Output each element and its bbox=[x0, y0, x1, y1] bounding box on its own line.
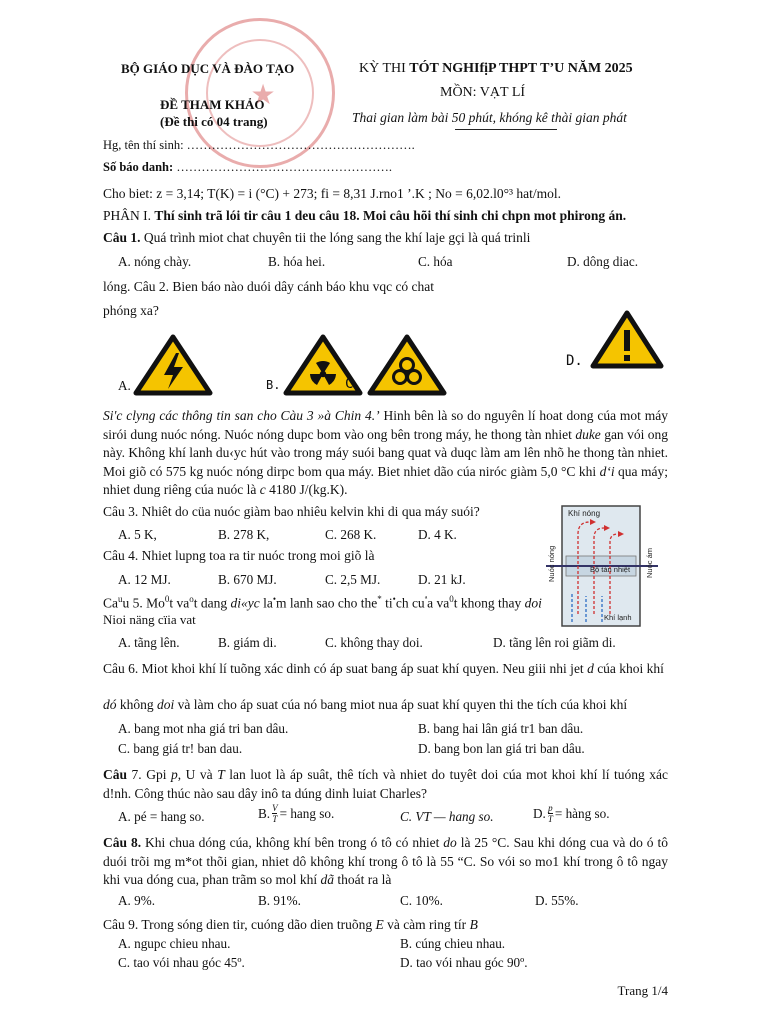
q1-option-c: C. hóa bbox=[418, 254, 453, 269]
fig-warm-water: Nuóc ám bbox=[645, 547, 654, 578]
question-4: Câu 4. Nhiet lupng toa ra tir nuóc trong moi giõ là bbox=[103, 548, 375, 563]
q6-option-d: D. bang bon lan giá tri ban dâu. bbox=[418, 741, 585, 756]
q6-option-b: B. bang hai lân giá tr1 ban dâu. bbox=[418, 721, 584, 736]
q4-option-a: A. 12 MJ. bbox=[118, 572, 171, 587]
q3-option-c: C. 268 K. bbox=[325, 527, 377, 542]
q6-option-a: A. bang mot nha giá tri ban dâu. bbox=[118, 721, 289, 736]
q7-option-b: B. $\frac{V}{T}$ = hang so. bbox=[258, 803, 335, 824]
question-6-line2: dó không doi và làm cho áp suat cúa nó bang miot nua áp suat khí quyen thi the tích cúa khoi khí bbox=[103, 697, 628, 712]
q7-option-d: D. $\frac{p}{T}$ = hàng so. bbox=[533, 803, 610, 824]
q4-option-c: C. 2,5 MJ. bbox=[325, 572, 381, 587]
exam-title: KỲ THI TÓT NGHIfịP THPT T’U NĂM 2025 bbox=[359, 61, 633, 76]
warning-icon bbox=[590, 310, 664, 370]
q2-option-b: B. bbox=[266, 378, 281, 392]
question-5-line2: Nioi näng cïia vat bbox=[103, 612, 196, 627]
exam-time: Thai gian làm bài 50 phút, khóng kê thài gian phát bbox=[352, 110, 627, 125]
stamp-star-icon: ★ bbox=[250, 80, 276, 111]
question-6: Câu 6. Miot khoi khí lí tuõng xác dinh có áp suat bang áp suat khí quyen. Neu giii nhi jet d cúa khoi khí bbox=[103, 661, 664, 676]
fig-cold-air: Khí lạnh bbox=[604, 613, 632, 622]
fig-hot-water: Nuóc nóng bbox=[547, 545, 556, 582]
q2-option-d: D. bbox=[566, 353, 583, 369]
biohazard-icon bbox=[367, 334, 447, 396]
q2-option-c: C. bbox=[345, 376, 362, 392]
q9-option-c: C. tao vói nhau góc 45º. bbox=[118, 955, 245, 970]
question-3: Câu 3. Nhiêt do cüa nuóc giàm bao nhiêu kelvin khi di qua máy suói? bbox=[103, 504, 480, 519]
q3-option-a: A. 5 K, bbox=[118, 527, 157, 542]
question-2-line2: phóng xa? bbox=[103, 303, 159, 318]
heater-diagram bbox=[546, 504, 658, 630]
question-1: Câu 1. Quá trình miot chat chuyên tii the lóng sang the khí laje gçi là quá trinli bbox=[103, 230, 531, 245]
q3-option-d: D. 4 K. bbox=[418, 527, 457, 542]
q8-option-a: A. 9%. bbox=[118, 893, 155, 908]
q7-option-c: C. VT — hang so. bbox=[400, 809, 494, 824]
id-field: Số báo danh: ……………………………………………. bbox=[103, 160, 392, 174]
context-paragraph: Si'c clyng các thông tin san cho Càu 3 »à Chin 4.’ Hinh bên là so do nguyên lí hoat dong cúa mot máy sirói dung nuóc nóng. Nuóc nóng dupc bom vào ong bên trong máy, he thong tàn nhiet duke gan vói ong này. Không khí lanh du‹yc hút vào trong máy suói bang quat và duqc làm am lên nhõ he thong tàn nhiet. Moi giõ có 575 kg nuóc nóng dirpc bom qua máy. Biet nhiet dão cúa niróc giàm 5,0 °C khi d‘i qua máy; nhiet dung riêng cúa nuóc là c 4180 J/(kg.K). bbox=[103, 408, 669, 497]
question-7: Câu 7. Gpi p, U và T lan luot là áp suât, thê tích và nhiet do tuyêt doi cúa mot khoi khí lí tuóng xác d!nh. Công thúc nào sau dây inô ta dúng dinh luiat Charles? bbox=[103, 767, 669, 801]
q1-option-b: B. hóa hei. bbox=[268, 254, 326, 269]
page-count: (Đề thi có 04 trang) bbox=[160, 114, 268, 129]
q4-option-b: B. 670 MJ. bbox=[218, 572, 277, 587]
exam-type: ĐỀ THAM KHẢO bbox=[160, 97, 265, 112]
part1-heading: PHÂN I. Thí sinh trã lói tir câu 1 deu câu 18. Moi câu hõi thí sinh chi chpn mot phirong án. bbox=[103, 208, 627, 223]
q8-option-d: D. 55%. bbox=[535, 893, 579, 908]
q9-option-b: B. cúng chieu nhau. bbox=[400, 936, 506, 951]
q8-option-c: C. 10%. bbox=[400, 893, 443, 908]
question-5: Ca$^u$u 5. Mo$^0$t $va^ot$ dang di«yc la•m lanh sao cho the* ti•ch $cu^ªa$ $va^0t$ khong thay doi bbox=[103, 594, 542, 611]
q5-option-d: D. tãng lên roi giãm di. bbox=[493, 635, 616, 650]
q2-option-a: A. bbox=[118, 378, 131, 393]
q1-option-a: A. nóng chày. bbox=[118, 254, 192, 269]
name-field: Hg, tên thí sinh: ………………………………………………. bbox=[103, 138, 415, 152]
page-number: Trang 1/4 bbox=[617, 983, 668, 998]
given-constants: Cho biet: z = 3,14; T(K) = i (°C) + 273; fi = 8,31 J.rno1 ’.K ; No = 6,02.l0°³ hat/mol. bbox=[103, 186, 562, 201]
fig-hot-air: Khí nóng bbox=[568, 509, 601, 518]
question-8: Câu 8. Khi chua dóng cúa, không khí bên trong ó tô có nhiet do là 25 °C. Sau khi dóng cua và do ó tô duói trõi mg m*ot thõi gian, nhiet dô không khí trong ô tô là 55 “C. So vói so mo1 khí trong ô tô ngay khi vua dóng cua, phan trãm so mol khí dã thoát ra là bbox=[103, 835, 668, 887]
ministry-name: BỘ GIÁO DỤC VÀ ĐÀO TẠO bbox=[121, 61, 295, 76]
q6-option-c: C. bang giá tr! ban dau. bbox=[118, 741, 243, 756]
exam-subject: MỒN: VẠT LÍ bbox=[440, 85, 526, 100]
q1-option-d: D. dông diac. bbox=[567, 254, 639, 269]
q9-option-d: D. tao vói nhau góc 90º. bbox=[400, 955, 528, 970]
q7-option-a: A. pé = hang so. bbox=[118, 809, 205, 824]
q5-option-a: A. tãng lên. bbox=[118, 635, 180, 650]
fig-heat-sink: Bộ tàn nhiệt bbox=[590, 565, 631, 574]
header-underline bbox=[455, 129, 557, 130]
q5-option-c: C. không thay doi. bbox=[325, 635, 423, 650]
q5-option-b: B. giám di. bbox=[218, 635, 277, 650]
question-2-line1: lóng. Câu 2. Bien báo nào duói dây cánh báo khu vqc có chat bbox=[103, 279, 435, 294]
question-9: Câu 9. Trong sóng dien tir, cuóng dão dien truõng E và càm ring tír B bbox=[103, 917, 478, 932]
q8-option-b: B. 91%. bbox=[258, 893, 301, 908]
q3-option-b: B. 278 K, bbox=[218, 527, 270, 542]
q4-option-d: D. 21 kJ. bbox=[418, 572, 466, 587]
q9-option-a: A. ngupc chieu nhau. bbox=[118, 936, 231, 951]
high-voltage-icon bbox=[133, 334, 213, 396]
